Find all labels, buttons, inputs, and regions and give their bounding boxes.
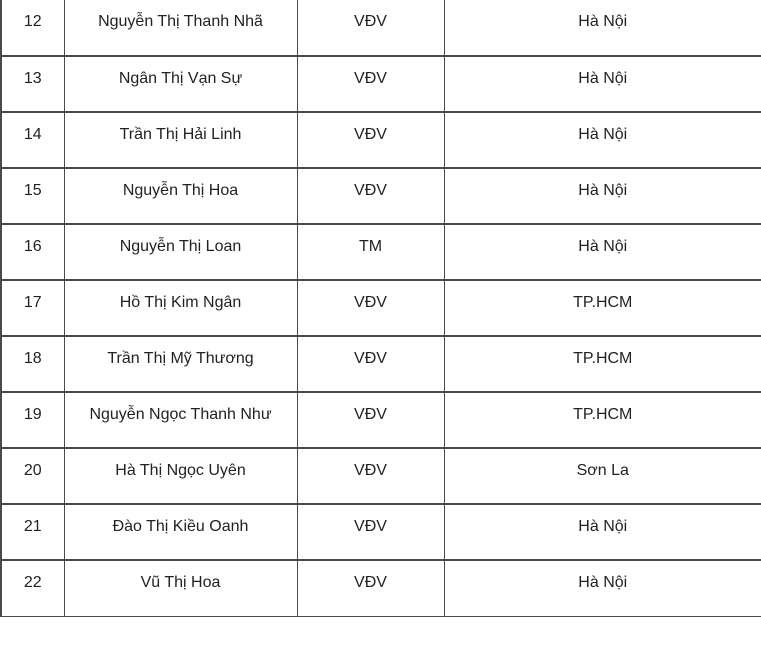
row-number-cell	[1, 392, 64, 448]
table-row	[1, 224, 761, 280]
table-row	[1, 112, 761, 168]
role-cell	[297, 336, 444, 392]
table-row	[1, 0, 761, 56]
athlete-name-cell	[64, 280, 297, 336]
row-number-cell	[1, 0, 64, 56]
athlete-name: Nguyễn Ngọc Thanh Như	[89, 406, 272, 423]
row-number: 14	[23, 126, 42, 143]
role: VĐV	[354, 182, 387, 199]
unit: Hà Nội	[578, 238, 628, 255]
unit-cell	[444, 168, 761, 224]
unit-cell	[444, 392, 761, 448]
table-row	[1, 560, 761, 616]
athlete-name: Nguyễn Thị Loan	[119, 238, 242, 255]
unit-cell	[444, 448, 761, 504]
role: VĐV	[354, 406, 387, 423]
row-number-cell	[1, 336, 64, 392]
athlete-name: Nguyễn Thị Thanh Nhã	[98, 13, 263, 30]
table-row	[1, 168, 761, 224]
role: VĐV	[354, 13, 387, 30]
row-number: 16	[23, 238, 42, 255]
unit: Hà Nội	[578, 518, 628, 535]
row-number-cell	[1, 224, 64, 280]
athlete-name: Ngân Thị Vạn Sự	[118, 70, 243, 87]
unit: Hà Nội	[578, 126, 628, 143]
role: VĐV	[354, 126, 387, 143]
role: VĐV	[354, 518, 387, 535]
unit-cell	[444, 0, 761, 56]
unit-cell	[444, 336, 761, 392]
row-number-cell	[1, 56, 64, 112]
athlete-name: Nguyễn Thị Hoa	[122, 182, 239, 199]
table-row	[1, 56, 761, 112]
unit: TP.HCM	[573, 406, 633, 423]
athlete-name: Hà Thị Ngọc Uyên	[115, 462, 246, 479]
unit: Sơn La	[576, 462, 629, 479]
athlete-name-cell	[64, 112, 297, 168]
unit: TP.HCM	[573, 350, 633, 367]
role: VĐV	[354, 350, 387, 367]
athlete-name: Trần Thị Mỹ Thương	[107, 350, 254, 367]
unit-cell	[444, 504, 761, 560]
unit-cell	[444, 56, 761, 112]
role: VĐV	[354, 70, 387, 87]
table-row	[1, 336, 761, 392]
unit: Hà Nội	[578, 13, 628, 30]
athlete-name: Đào Thị Kiều Oanh	[112, 518, 249, 535]
athlete-name: Hồ Thị Kim Ngân	[119, 294, 242, 311]
role-cell	[297, 448, 444, 504]
row-number: 13	[23, 70, 42, 87]
athlete-name-cell	[64, 0, 297, 56]
athlete-name-cell	[64, 560, 297, 616]
unit-cell	[444, 560, 761, 616]
row-number-cell	[1, 560, 64, 616]
row-number-cell	[1, 448, 64, 504]
role-cell	[297, 280, 444, 336]
row-number: 18	[23, 350, 42, 367]
role-cell	[297, 504, 444, 560]
role-cell	[297, 168, 444, 224]
row-number-cell	[1, 168, 64, 224]
role: VĐV	[354, 462, 387, 479]
table-row	[1, 392, 761, 448]
row-number: 20	[23, 462, 42, 479]
athlete-name-cell	[64, 504, 297, 560]
athlete-name-cell	[64, 392, 297, 448]
role: VĐV	[354, 294, 387, 311]
unit-cell	[444, 280, 761, 336]
row-number: 21	[23, 518, 42, 535]
role-cell	[297, 224, 444, 280]
athlete-name-cell	[64, 448, 297, 504]
row-number: 19	[23, 406, 42, 423]
athlete-name: Trần Thị Hải Linh	[119, 126, 242, 143]
unit: Hà Nội	[578, 70, 628, 87]
roster-table-body	[1, 0, 761, 616]
athlete-name-cell	[64, 336, 297, 392]
table-row	[1, 280, 761, 336]
row-number: 22	[23, 574, 42, 591]
table-row	[1, 448, 761, 504]
role: VĐV	[354, 574, 387, 591]
unit-cell	[444, 112, 761, 168]
athlete-name-cell	[64, 56, 297, 112]
role-cell	[297, 112, 444, 168]
unit: TP.HCM	[573, 294, 633, 311]
row-number-cell	[1, 504, 64, 560]
athlete-name-cell	[64, 168, 297, 224]
row-number: 15	[23, 182, 42, 199]
unit: Hà Nội	[578, 574, 628, 591]
role-cell	[297, 560, 444, 616]
row-number-cell	[1, 112, 64, 168]
row-number: 17	[23, 294, 42, 311]
role-cell	[297, 0, 444, 56]
role-cell	[297, 56, 444, 112]
athlete-name: Vũ Thị Hoa	[140, 574, 221, 591]
unit-cell	[444, 224, 761, 280]
unit: Hà Nội	[578, 182, 628, 199]
row-number-cell	[1, 280, 64, 336]
table-row	[1, 504, 761, 560]
athlete-name-cell	[64, 224, 297, 280]
role: TM	[358, 238, 383, 255]
row-number: 12	[23, 13, 42, 30]
role-cell	[297, 392, 444, 448]
